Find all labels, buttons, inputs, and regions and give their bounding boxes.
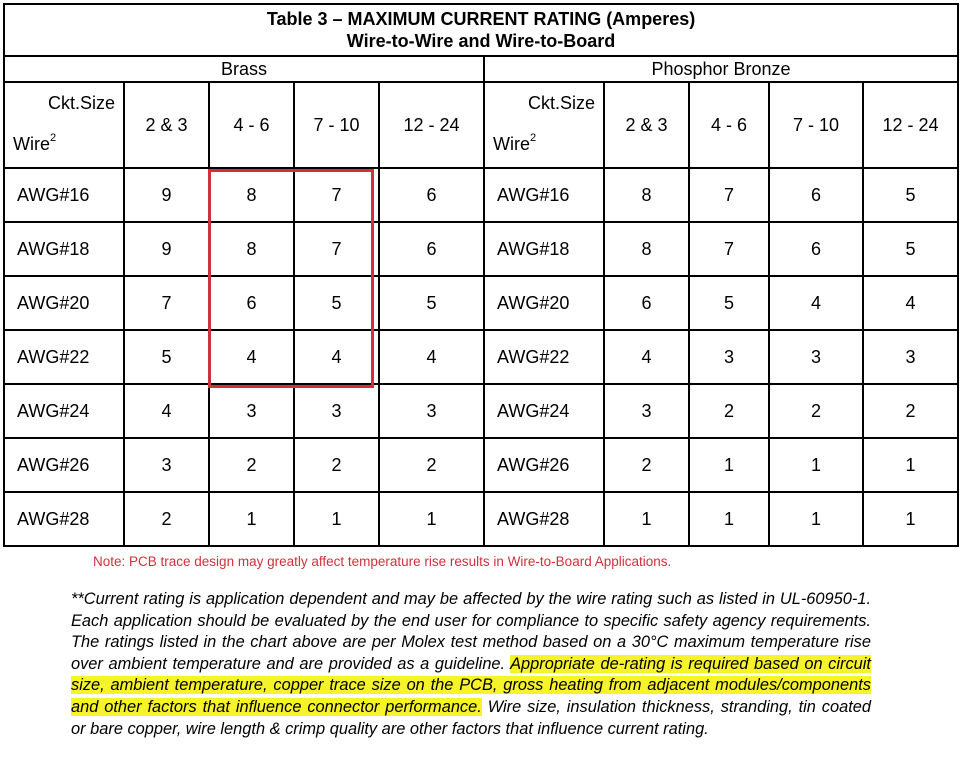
bronze-rating-cell: 4: [604, 330, 689, 384]
bronze-rating-cell: 8: [604, 168, 689, 222]
bronze-rating-cell: 8: [604, 222, 689, 276]
bronze-rating-cell: 3: [769, 330, 863, 384]
bronze-rating-cell: 1: [769, 492, 863, 546]
bronze-rating-cell: 1: [863, 492, 958, 546]
bronze-rating-cell: 1: [604, 492, 689, 546]
bronze-rating-cell: 6: [769, 222, 863, 276]
wire-gauge-cell: AWG#28: [4, 492, 124, 546]
wire-gauge-cell: AWG#22: [4, 330, 124, 384]
bronze-rating-cell: 6: [769, 168, 863, 222]
brass-rating-cell: 5: [379, 276, 484, 330]
wire-gauge-cell: AWG#18: [4, 222, 124, 276]
brass-rating-cell: 3: [209, 384, 294, 438]
size-header: 12 - 24: [863, 82, 958, 168]
group-phosphor-bronze: Phosphor Bronze: [484, 56, 958, 82]
brass-rating-cell: 8: [209, 168, 294, 222]
bronze-rating-cell: 3: [863, 330, 958, 384]
table-row: [4, 276, 958, 330]
brass-rating-cell: 7: [294, 222, 379, 276]
bronze-rating-cell: 5: [863, 168, 958, 222]
size-header: 12 - 24: [379, 82, 484, 168]
table-row: [4, 222, 958, 276]
wire-gauge-cell: AWG#18: [484, 222, 604, 276]
bronze-rating-cell: 2: [769, 384, 863, 438]
size-header: 4 - 6: [209, 82, 294, 168]
wire-gauge-cell: AWG#16: [484, 168, 604, 222]
brass-rating-cell: 1: [209, 492, 294, 546]
brass-rating-cell: 3: [124, 438, 209, 492]
wire-gauge-cell: AWG#26: [4, 438, 124, 492]
brass-rating-cell: 2: [209, 438, 294, 492]
ckt-size-wire-header: [484, 82, 604, 168]
brass-rating-cell: 2: [379, 438, 484, 492]
brass-rating-cell: 2: [294, 438, 379, 492]
group-brass: Brass: [4, 56, 484, 82]
size-header: 4 - 6: [689, 82, 769, 168]
ckt-size-wire-header: [4, 82, 124, 168]
wire-gauge-cell: AWG#20: [484, 276, 604, 330]
brass-rating-cell: 1: [379, 492, 484, 546]
brass-rating-cell: 6: [209, 276, 294, 330]
bronze-rating-cell: 4: [863, 276, 958, 330]
bronze-rating-cell: 1: [689, 438, 769, 492]
current-rating-table: [3, 3, 959, 547]
bronze-rating-cell: 2: [863, 384, 958, 438]
ckt-size-label: Ckt.Size: [527, 93, 595, 113]
wire-label: Wire$^2$: [493, 132, 537, 154]
brass-rating-cell: 5: [124, 330, 209, 384]
table-row: [4, 168, 958, 222]
brass-rating-cell: 5: [294, 276, 379, 330]
bronze-rating-cell: 1: [769, 438, 863, 492]
brass-rating-cell: 9: [124, 168, 209, 222]
wire-gauge-cell: AWG#16: [4, 168, 124, 222]
brass-rating-cell: 6: [379, 222, 484, 276]
bronze-rating-cell: 7: [689, 168, 769, 222]
brass-rating-cell: 9: [124, 222, 209, 276]
bronze-rating-cell: 7: [689, 222, 769, 276]
bronze-rating-cell: 4: [769, 276, 863, 330]
wire-footnote-mark: 2: [50, 132, 57, 144]
table-row: [4, 384, 958, 438]
table-title: [4, 4, 958, 56]
current-rating-footnote: **Current rating is application dependent and may be affected by the wire rating such as listed in UL-60950-1. Each application should be evaluated by the end user for compliance to specific safety agency requirements. The ratings listed in the chart above are per Molex test method based on a 30°C maximum temperature rise over ambient temperature and are provided as a guideline. Appropriate de-rating is required based on circuit size, ambient temperature, copper trace size on the PCB, gross heating from adjacent modules/components and other factors that influence connector performance. Wire size, insulation thickness, stranding, tin coated or bare copper, wire length & crimp quality are other factors that influence current rating.: [71, 590, 871, 738]
table-row: [4, 330, 958, 384]
table-title-line2: Wire-to-Wire and Wire-to-Board: [346, 31, 616, 51]
bronze-rating-cell: 1: [863, 438, 958, 492]
brass-rating-cell: 4: [379, 330, 484, 384]
brass-rating-cell: 7: [294, 168, 379, 222]
bronze-rating-cell: 3: [689, 330, 769, 384]
brass-rating-cell: 4: [124, 384, 209, 438]
wire-gauge-cell: AWG#20: [4, 276, 124, 330]
size-header: 2 & 3: [124, 82, 209, 168]
pcb-trace-note: Note: PCB trace design may greatly affect temperature rise results in Wire-to-Board Applications.: [93, 554, 672, 569]
wire-gauge-cell: AWG#24: [484, 384, 604, 438]
brass-rating-cell: 1: [294, 492, 379, 546]
bronze-rating-cell: 3: [604, 384, 689, 438]
brass-rating-cell: 4: [294, 330, 379, 384]
wire-gauge-cell: AWG#24: [4, 384, 124, 438]
bronze-rating-cell: 2: [604, 438, 689, 492]
brass-rating-cell: 6: [379, 168, 484, 222]
brass-rating-cell: 8: [209, 222, 294, 276]
highlighted-text: Appropriate de-rating is required based on circuit size, ambient temperature, copper trace size on the PCB, gross heating from adjacent modules/components and other factors that influence connector performance.: [71, 654, 871, 716]
table-title-line1: Table 3 – MAXIMUM CURRENT RATING (Amperes): [266, 9, 696, 29]
bronze-rating-cell: 2: [689, 384, 769, 438]
brass-rating-cell: 4: [209, 330, 294, 384]
bronze-rating-cell: 5: [689, 276, 769, 330]
bronze-rating-cell: 1: [689, 492, 769, 546]
ckt-size-label: Ckt.Size: [47, 93, 115, 113]
wire-gauge-cell: AWG#22: [484, 330, 604, 384]
bronze-rating-cell: 6: [604, 276, 689, 330]
brass-rating-cell: 3: [379, 384, 484, 438]
size-header: 7 - 10: [294, 82, 379, 168]
wire-footnote-mark: 2: [530, 132, 537, 144]
wire-gauge-cell: AWG#28: [484, 492, 604, 546]
table-row: [4, 438, 958, 492]
size-header: 2 & 3: [604, 82, 689, 168]
wire-label: Wire$^2$: [13, 132, 57, 154]
bronze-rating-cell: 5: [863, 222, 958, 276]
brass-rating-cell: 3: [294, 384, 379, 438]
size-header: 7 - 10: [769, 82, 863, 168]
table-row: [4, 492, 958, 546]
brass-rating-cell: 7: [124, 276, 209, 330]
wire-gauge-cell: AWG#26: [484, 438, 604, 492]
brass-rating-cell: 2: [124, 492, 209, 546]
